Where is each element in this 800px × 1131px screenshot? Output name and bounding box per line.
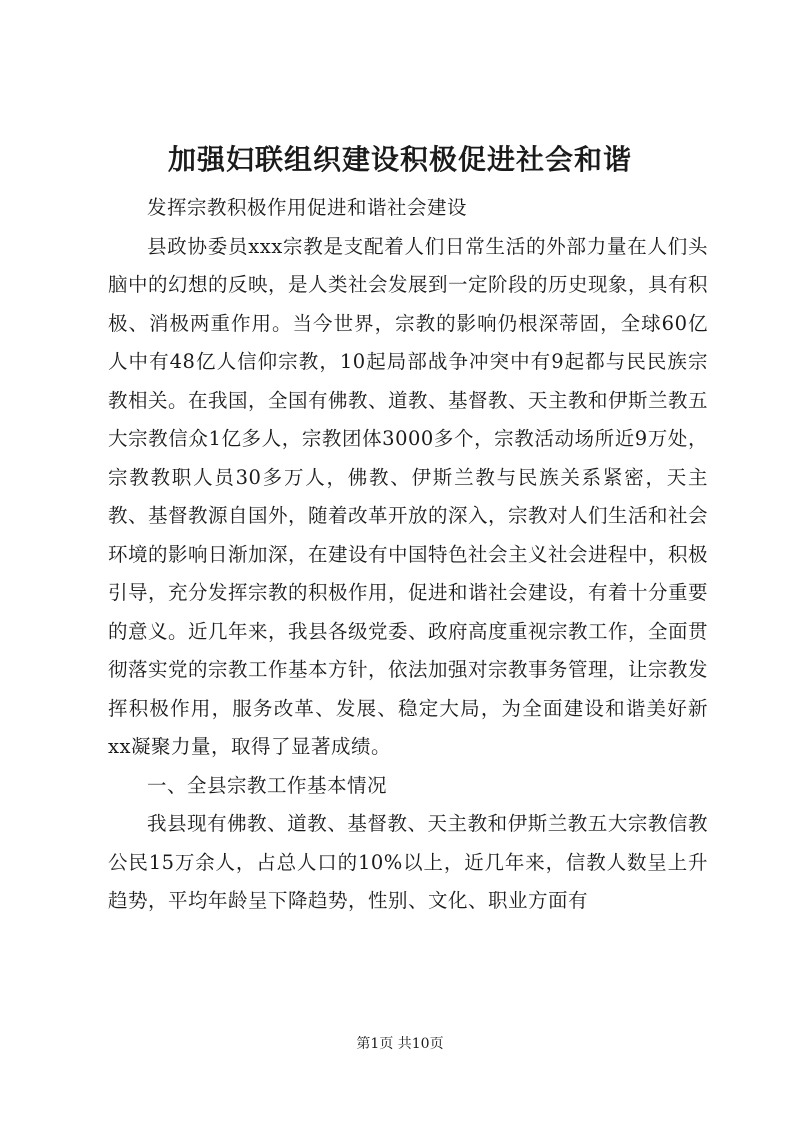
document-body — [108, 189, 708, 921]
page-footer: 第1页 共10页 — [356, 1036, 444, 1052]
body-paragraph: 县政协委员xxx宗教是支配着人们日常生活的外部力量在人们头脑中的幻想的反映，是人类社会发展到一定阶段的历史现象，具有积极、消极两重作用。当今世界，宗教的影响仍根深蒂固，全球60亿人中有48亿人信仰宗教，10起局部战争冲突中有9起都与民民族宗教相关。在我国，全国有佛教、道教、基督教、天主教和伊斯兰教五大宗教信众1亿多人，宗教团体3000多个，宗教活动场所近9万处，宗教教职人员30多万人，佛教、伊斯兰教与民族关系紧密，天主教、基督教源自国外，随着改革开放的深入，宗教对人们生活和社会环境的影响日渐加深，在建设有中国特色社会主义社会进程中，积极引导，充分发挥宗教的积极作用，促进和谐社会建设，有着十分重要的意义。近几年来，我县各级党委、政府高度重视宗教工作，全面贯彻落实党的宗教工作基本方针，依法加强对宗教事务管理，让宗教发挥积极作用，服务改革、发展、稳定大局，为全面建设和谐美好新xx凝聚力量，取得了显著成绩。 — [108, 234, 709, 758]
section-heading: 一、全县宗教工作基本情况 — [147, 773, 388, 797]
body-paragraph: 我县现有佛教、道教、基督教、天主教和伊斯兰教五大宗教信教公民15万余人，占总人口的10%以上，近几年来，信教人数呈上升趋势，平均年龄呈下降趋势，性别、文化、职业方面有 — [108, 812, 708, 912]
subtitle-paragraph: 发挥宗教积极作用促进和谐社会建设 — [147, 196, 468, 219]
document-title: 加强妇联组织建设积极促进社会和谐 — [167, 143, 632, 176]
